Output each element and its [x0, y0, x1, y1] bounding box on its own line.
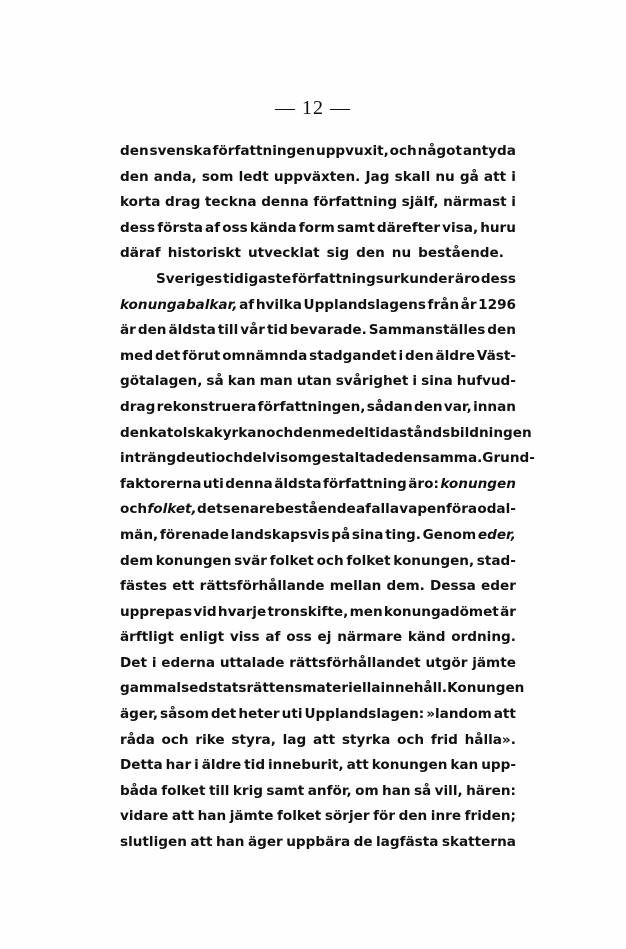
word: äger: [247, 834, 283, 851]
word: svenska: [149, 143, 212, 159]
word: jämte: [229, 808, 274, 825]
text-line: [120, 318, 516, 344]
word: denna: [225, 475, 273, 492]
word: hären:: [466, 782, 516, 799]
word: den: [405, 347, 434, 364]
word: densamma.: [393, 450, 483, 467]
word: af: [265, 629, 281, 646]
word: innan: [473, 398, 516, 415]
word: den: [356, 245, 385, 262]
word: konungen: [155, 552, 232, 569]
word: ej: [317, 629, 332, 646]
word: hvilka: [255, 296, 302, 313]
word: alla: [371, 501, 399, 518]
word: enligt: [179, 629, 225, 646]
word: drag: [164, 194, 201, 211]
text-line: [120, 497, 516, 523]
word: sina: [421, 373, 453, 390]
word: kända: [249, 219, 297, 236]
word: dess: [480, 270, 516, 287]
word: för: [373, 808, 396, 825]
word: om: [355, 782, 379, 799]
word: antyda: [462, 143, 516, 159]
word: däraf: [120, 245, 161, 262]
word: såsom: [160, 706, 209, 723]
word: katolska: [148, 424, 214, 441]
word: kyrkan: [213, 424, 267, 441]
text-line: [120, 600, 516, 626]
text-line: [120, 369, 516, 395]
word: vår: [240, 322, 265, 339]
word: omnämnda: [222, 347, 308, 364]
word: den: [120, 424, 149, 441]
word: författningsurkunder: [291, 270, 455, 287]
word: råda: [120, 731, 155, 748]
word: till: [208, 782, 230, 799]
word: de: [353, 834, 373, 851]
word: krig: [232, 782, 263, 799]
word: författningen,: [257, 398, 366, 415]
word: äro: [454, 270, 481, 287]
word: odal-: [477, 501, 516, 518]
word: äger,: [120, 706, 158, 723]
word: på: [331, 526, 351, 543]
word: uppvuxit,: [316, 143, 389, 159]
word: man: [259, 373, 293, 390]
text-line: [120, 446, 535, 472]
word: i: [511, 194, 516, 211]
word: uttalade: [219, 654, 285, 671]
word: förut: [182, 347, 221, 364]
word: den: [487, 322, 516, 339]
text-line: [120, 472, 516, 498]
word: viss: [229, 629, 260, 646]
word: tid: [266, 322, 288, 339]
word: styra,: [231, 731, 276, 748]
word: har: [165, 757, 192, 774]
text-line: [120, 549, 516, 575]
word: konungadömet: [383, 603, 499, 620]
word: konungabalkar,: [120, 296, 238, 313]
word: att: [171, 808, 195, 825]
word: lagfästa: [376, 834, 439, 851]
word: själf,: [401, 194, 439, 211]
word: att: [346, 757, 369, 774]
word: så: [413, 782, 432, 799]
word: nu: [391, 245, 412, 262]
text-line: [120, 625, 516, 651]
word: ting.: [385, 526, 421, 543]
word: vidare: [120, 808, 169, 825]
text-line: [120, 523, 516, 549]
word: ståndsbildningen: [398, 424, 532, 441]
word: att: [483, 168, 507, 185]
word: den: [137, 322, 167, 339]
text-line: [120, 779, 516, 805]
word: äldre: [201, 757, 242, 774]
word: författning: [313, 194, 398, 211]
word: den: [120, 168, 149, 185]
word: är: [500, 603, 516, 620]
word: inträngde: [120, 450, 196, 467]
word: Jag: [365, 168, 390, 185]
word: af: [355, 501, 372, 518]
word: folket,: [147, 501, 197, 518]
word: tid: [244, 757, 266, 774]
word: och: [215, 450, 243, 467]
text-line: [120, 421, 532, 447]
word: men: [349, 603, 383, 620]
word: Upplandslagen:: [304, 706, 425, 723]
word: denna: [261, 194, 309, 211]
word: Upplandslagens: [303, 296, 426, 313]
word: hålla».: [464, 731, 516, 748]
word: samt: [336, 219, 375, 236]
word: vapenföra: [399, 501, 478, 518]
word: sed: [181, 680, 209, 697]
word: och: [389, 143, 417, 159]
word: huru: [480, 219, 516, 236]
word: medeltida: [321, 424, 399, 441]
word: är: [120, 322, 136, 339]
word: Genom: [422, 526, 477, 543]
word: gammal: [120, 680, 182, 697]
word: båda: [120, 782, 158, 799]
text-line: [120, 728, 516, 754]
text-line: [120, 804, 516, 830]
word: form: [298, 219, 335, 236]
word: utgör: [425, 654, 468, 671]
word: uppväxten.: [273, 168, 361, 185]
word: statsrättens: [208, 680, 303, 697]
word: konungen: [371, 757, 448, 774]
word: i: [151, 654, 157, 671]
word: oss: [222, 219, 248, 236]
word: sig: [326, 245, 350, 262]
word: utvecklat: [247, 245, 320, 262]
word: stad-: [476, 552, 516, 569]
word: och: [266, 424, 294, 441]
word: nu: [435, 168, 455, 185]
word: fästes: [120, 578, 167, 595]
word: heter: [238, 706, 280, 723]
page-number: — 12 —: [275, 97, 351, 119]
text-line: [120, 216, 516, 242]
word: utan: [296, 373, 332, 390]
word: närmast: [443, 194, 507, 211]
word: i: [412, 373, 418, 390]
word: uppbära: [286, 834, 351, 851]
text-line: [120, 241, 516, 267]
word: uti: [195, 450, 216, 467]
word: rike: [195, 731, 225, 748]
text-line: [120, 702, 516, 728]
word: Konungen: [447, 680, 525, 697]
text-line: [120, 267, 516, 293]
word: äldsta: [168, 322, 216, 339]
word: upprepas: [120, 603, 193, 620]
word: känd: [407, 629, 446, 646]
word: han: [382, 782, 411, 799]
word: innehåll.: [380, 680, 448, 697]
word: skall: [394, 168, 431, 185]
word: eder,: [477, 526, 516, 543]
word: tronskifte,: [267, 603, 349, 620]
word: folket: [346, 552, 391, 569]
word: att: [493, 706, 516, 723]
word: med: [120, 347, 154, 364]
word: jämte: [472, 654, 516, 671]
word: det: [210, 706, 237, 723]
text-line: [120, 676, 525, 702]
word: hufvud-: [456, 373, 516, 390]
word: han: [215, 834, 245, 851]
word: författningen: [212, 143, 316, 159]
word: år: [460, 296, 477, 313]
word: författning: [322, 475, 407, 492]
body-text: [120, 139, 535, 856]
word: den: [120, 143, 149, 159]
word: första: [157, 219, 203, 236]
word: äro:: [408, 475, 439, 492]
word: teckna: [204, 194, 257, 211]
word: Detta: [120, 757, 163, 774]
word: ederna: [161, 654, 216, 671]
word: och: [397, 731, 425, 748]
text-line: [120, 830, 516, 856]
word: lag: [282, 731, 307, 748]
text-line: [120, 574, 516, 600]
word: götalagen,: [120, 373, 203, 390]
word: inre: [430, 808, 462, 825]
word: som: [201, 168, 234, 185]
word: och: [120, 501, 148, 518]
word: uti: [281, 706, 303, 723]
word: i: [398, 347, 404, 364]
word: omgestaltade: [288, 450, 394, 467]
word: närmare: [337, 629, 403, 646]
word: äldsta: [274, 475, 322, 492]
word: dess: [120, 219, 156, 236]
word: att: [312, 731, 336, 748]
word: ledt: [238, 168, 269, 185]
text-line: [120, 651, 516, 677]
word: af: [205, 219, 221, 236]
word: Sammanställes: [368, 322, 486, 339]
word: folket: [269, 552, 314, 569]
word: uti: [202, 475, 224, 492]
word: upp-: [481, 757, 516, 774]
word: Dessa: [429, 578, 476, 595]
word: konungen,: [393, 552, 475, 569]
word: mellan: [329, 578, 382, 595]
word: frid: [430, 731, 458, 748]
word: ärftligt: [120, 629, 174, 646]
word: samt: [266, 782, 305, 799]
word: därefter: [376, 219, 441, 236]
word: den: [413, 398, 443, 415]
word: rättsförhållandet: [289, 654, 421, 671]
word: det: [154, 347, 181, 364]
word: vill,: [434, 782, 463, 799]
word: var,: [443, 398, 472, 415]
word: tidigaste: [222, 270, 292, 287]
word: äldre: [435, 347, 475, 364]
word: från: [427, 296, 460, 313]
word: han: [197, 808, 227, 825]
word: drag: [120, 398, 156, 415]
word: korta: [120, 194, 161, 211]
word: Sveriges: [156, 270, 223, 287]
word: kan: [227, 373, 256, 390]
word: bevarade.: [289, 322, 367, 339]
word: och: [161, 731, 189, 748]
word: stadgandet: [309, 347, 397, 364]
word: landskapsvis: [230, 526, 330, 543]
word: delvis: [243, 450, 289, 467]
word: ett: [172, 578, 195, 595]
word: bestående.: [418, 245, 504, 262]
word: Det: [120, 654, 148, 671]
text-line: [120, 753, 516, 779]
word: visa,: [442, 219, 479, 236]
word: bestående: [275, 501, 356, 518]
word: sörjer: [324, 808, 370, 825]
text-line: [120, 293, 516, 319]
word: dem: [120, 552, 154, 569]
word: och: [316, 552, 344, 569]
word: förenade: [159, 526, 229, 543]
text-line: [120, 139, 516, 165]
word: inneburit,: [268, 757, 344, 774]
word: rekonstruera: [156, 398, 257, 415]
word: Väst-: [476, 347, 516, 364]
word: anför,: [307, 782, 352, 799]
word: styrka: [341, 731, 391, 748]
word: i: [194, 757, 199, 774]
word: senare: [222, 501, 275, 518]
word: att: [190, 834, 213, 851]
word: sina: [351, 526, 384, 543]
word: dem.: [386, 578, 425, 595]
word: kan: [450, 757, 479, 774]
word: den: [293, 424, 322, 441]
word: skatterna: [441, 834, 516, 851]
word: rättsförhållande: [199, 578, 325, 595]
word: materiella: [302, 680, 381, 697]
text-line: [120, 190, 516, 216]
word: ordning.: [451, 629, 516, 646]
word: friden;: [464, 808, 516, 825]
word: af: [239, 296, 255, 313]
word: gå: [459, 168, 479, 185]
word: det: [197, 501, 223, 518]
word: till: [217, 322, 239, 339]
word: faktorerna: [120, 475, 202, 492]
word: folket: [161, 782, 206, 799]
word: oss: [286, 629, 312, 646]
word: konungen: [440, 475, 516, 492]
word: eder: [481, 578, 516, 595]
word: slutligen: [120, 834, 187, 851]
word: män,: [120, 526, 159, 543]
text-line: [120, 344, 516, 370]
word: svär: [234, 552, 267, 569]
word: »landom: [426, 706, 492, 723]
word: Grund-: [482, 450, 535, 467]
word: något: [417, 143, 462, 159]
word: i: [511, 168, 516, 185]
word: hvarje: [217, 603, 267, 620]
word: anda,: [153, 168, 197, 185]
word: vid: [193, 603, 217, 620]
word: folket: [276, 808, 322, 825]
word: sådan: [366, 398, 413, 415]
word: så: [206, 373, 224, 390]
text-line: [120, 395, 516, 421]
word: den: [398, 808, 428, 825]
word: 1296: [478, 296, 516, 313]
word: historiskt: [167, 245, 241, 262]
word: svårighet: [335, 373, 409, 390]
text-line: [120, 165, 516, 191]
